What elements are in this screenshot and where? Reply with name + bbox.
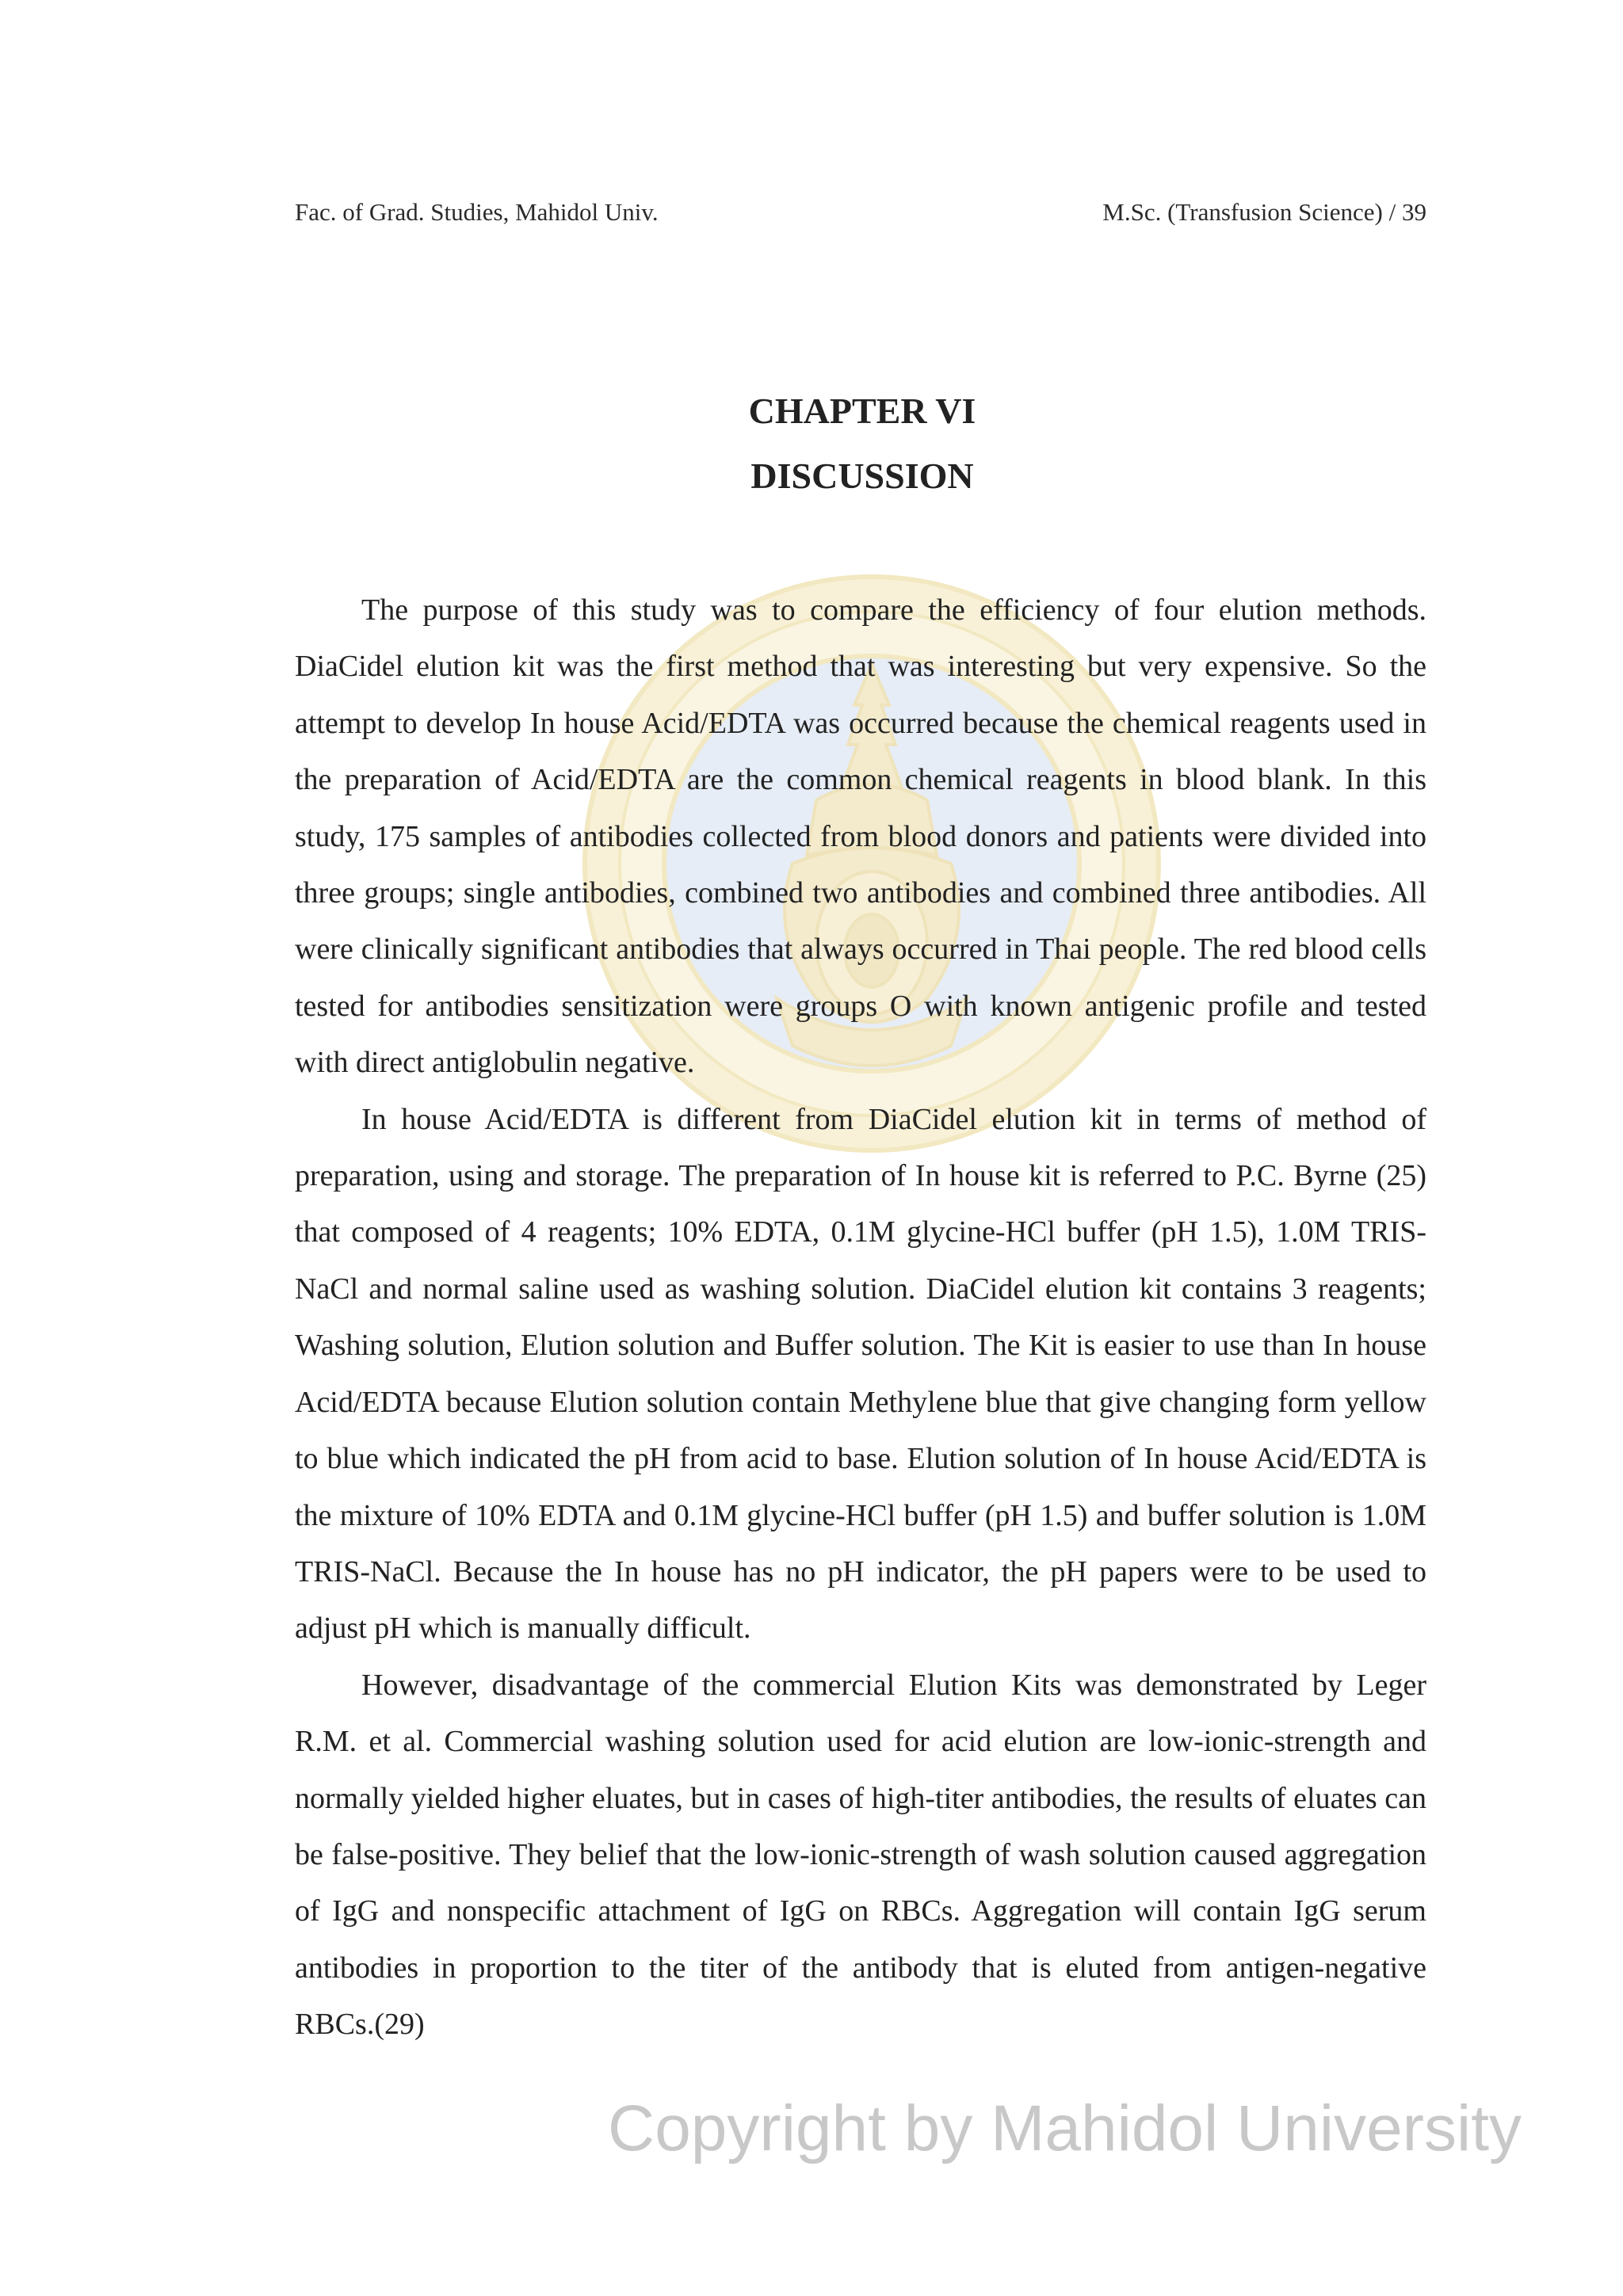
- chapter-number: CHAPTER VI: [748, 391, 976, 431]
- paragraph-3: However, disadvantage of the commercial Elution Kits was demonstrated by Leger R.M. et al. Commercial washing solution used for acid elution are low-ionic-strength and normally yielded higher eluates, but in cases of high-titer antibodies, the results of eluates can be false-positive. They belief that the low-ionic-strength of wash solution caused aggregation of IgG and nonspecific attachment of IgG on RBCs. Aggregation will contain IgG serum antibodies in proportion to the titer of the antibody that is eluted from antigen-negative RBCs.(29): [295, 1668, 1426, 2042]
- body-text: [295, 582, 1426, 2054]
- paragraph-2: In house Acid/EDTA is different from DiaCidel elution kit in terms of method of preparation, using and storage. The preparation of In house kit is referred to P.C. Byrne (25) that composed of 4 reagents; 10% EDTA, 0.1M glycine-HCl buffer (pH 1.5), 1.0M TRIS-NaCl and normal saline used as washing solution. DiaCidel elution kit contains 3 reagents; Washing solution, Elution solution and Buffer solution. The Kit is easier to use than In house Acid/EDTA because Elution solution contain Methylene blue that give changing form yellow to blue which indicated the pH from acid to base. Elution solution of In house Acid/EDTA is the mixture of 10% EDTA and 0.1M glycine-HCl buffer (pH 1.5) and buffer solution is 1.0M TRIS-NaCl. Because the In house has no pH indicator, the pH papers were to be used to adjust pH which is manually difficult.: [295, 1102, 1426, 1646]
- running-head-left: Fac. of Grad. Studies, Mahidol Univ.: [295, 198, 659, 226]
- paragraph-1: The purpose of this study was to compare the efficiency of four elution methods. DiaCidel elution kit was the first method that was interesting but very expensive. So the attempt to develop In house Acid/EDTA was occurred because the chemical reagents used in the preparation of Acid/EDTA are the common chemical reagents in blood blank. In this study, 175 samples of antibodies collected from blood donors and patients were divided into three groups; single antibodies, combined two antibodies and combined three antibodies. All were clinically significant antibodies that always occurred in Thai people. The red blood cells tested for antibodies sensitization were groups O with known antigenic profile and tested with direct antiglobulin negative.: [295, 593, 1426, 1080]
- running-head-right: M.Sc. (Transfusion Science) / 39: [1102, 198, 1426, 226]
- copyright-watermark: Copyright by Mahidol University: [607, 2092, 1522, 2164]
- chapter-title: DISCUSSION: [750, 456, 974, 496]
